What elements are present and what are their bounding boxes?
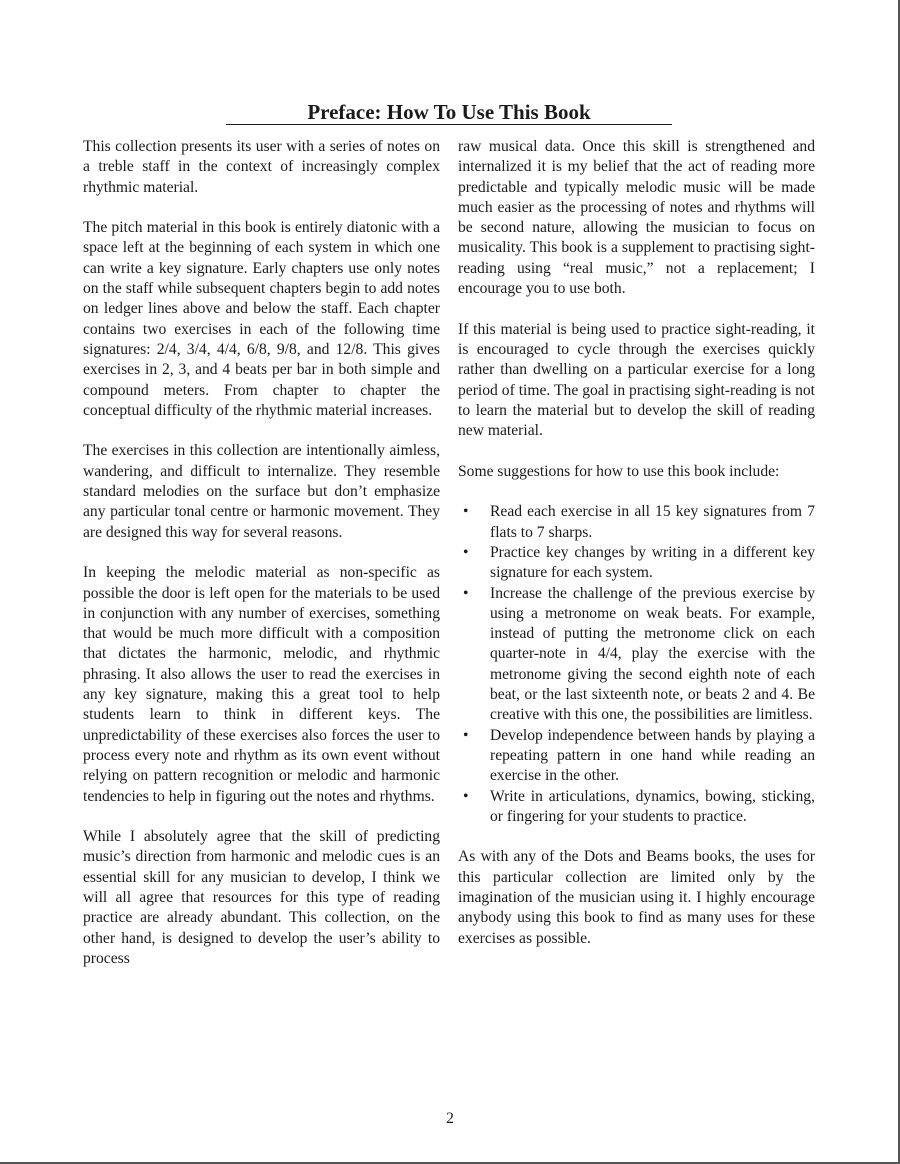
list-item bbox=[458, 726, 815, 787]
paragraph-predicting-music: While I absolutely agree that the skill of predicting music’s direction from harmonic and melodic cues is an essential skill for any musician to develop, I think we will all agree that resources for this type of reading practice are already abundant. This collection, on the other hand, is designed to develop the user’s ability to process bbox=[83, 828, 440, 967]
paragraph-suggestions-intro: Some suggestions for how to use this book include: bbox=[458, 462, 780, 480]
paragraph-sight-reading: If this material is being used to practice sight-reading, it is encouraged to cycle through the exercises quickly rather than dwelling on a particular exercise for a long period of time. The goal in practising sight-reading is not to learn the material but to develop the skill of reading new material. bbox=[458, 320, 815, 440]
bullet-icon: • bbox=[463, 543, 469, 561]
list-item-text: Increase the challenge of the previous exercise by using a metronome on weak beats. For example, instead of putting the metronome click on each quarter-note in 4/4, play the exercise with the metronome giving the second eighth note of each beat, or the last sixteenth note, or beats 2 and 4. Be creative with this one, the possibilities are limitless. bbox=[490, 584, 815, 724]
paragraph-non-specific: In keeping the melodic material as non-specific as possible the door is left open for the materials to be used in conjunction with any number of exercises, something that would be much more difficult with a composition that dictates the harmonic, melodic, and rhythmic phrasing. It also allows the user to read the exercises in any key signature, making this a great tool to help students learn to think in different keys. The unpredictability of these exercises also forces the user to process every note and rhythm as its own event without relying on pattern recognition or melodic and harmonic tendencies to help in figuring out the notes and rhythms. bbox=[83, 564, 440, 805]
paragraph-raw-data: raw musical data. Once this skill is strengthened and internalized it is my belief that the act of reading more predictable and typically melodic music will be made much easier as the processing of notes and rhythms will be second nature, allowing the musician to focus on musicality. This book is a supplement to practising sight-reading using “real music,” not a replacement; I encourage you to use both. bbox=[458, 138, 815, 298]
page-number: 2 bbox=[446, 1110, 454, 1127]
list-item-text: Develop independence between hands by playing a repeating pattern in one hand while reading an exercise in the other. bbox=[490, 726, 815, 785]
list-item bbox=[458, 502, 815, 543]
list-item-text: Read each exercise in all 15 key signatures from 7 flats to 7 sharps. bbox=[490, 503, 815, 541]
list-item bbox=[458, 584, 815, 726]
list-item bbox=[458, 543, 815, 584]
bullet-icon: • bbox=[463, 726, 469, 744]
list-item-text: Practice key changes by writing in a different key signature for each system. bbox=[490, 543, 815, 582]
bullet-icon: • bbox=[463, 584, 469, 602]
bullet-icon: • bbox=[463, 503, 469, 521]
list-item-text: Write in articulations, dynamics, bowing, sticking, or fingering for your students to practice. bbox=[490, 787, 815, 825]
paragraph-intro: This collection presents its user with a series of notes on a treble staff in the context of increasingly complex rhythmic material. bbox=[83, 138, 440, 196]
left-column bbox=[83, 137, 440, 989]
paragraph-pitch-material: The pitch material in this book is entirely diatonic with a space left at the beginning of each system in which one can write a key signature. Early chapters use only notes on the staff while subsequent chapters begin to add notes on ledger lines above and below the staff. Each chapter contains two exercises in each of the following time signatures: 2/4, 3/4, 4/4, 6/8, 9/8, and 12/8. This gives exercises in 2, 3, and 4 beats per bar in both simple and compound meters. From chapter to chapter the conceptual difficulty of the rhythmic material increases. bbox=[83, 219, 440, 419]
bullet-icon: • bbox=[463, 787, 469, 805]
page-title: Preface: How To Use This Book bbox=[226, 100, 672, 125]
paragraph-closing: As with any of the Dots and Beams books, the uses for this particular collection are limited only by the imagination of the musician using it. I highly encourage anybody using this book to find as many uses for these exercises as possible. bbox=[458, 848, 815, 947]
list-item bbox=[458, 787, 815, 828]
suggestions-list bbox=[458, 502, 815, 827]
right-column bbox=[458, 137, 815, 969]
paragraph-exercises-aimless: The exercises in this collection are intentionally aimless, wandering, and difficult to internalize. They resemble standard melodies on the surface but don’t emphasize any particular tonal centre or harmonic movement. They are designed this way for several reasons. bbox=[83, 442, 440, 541]
